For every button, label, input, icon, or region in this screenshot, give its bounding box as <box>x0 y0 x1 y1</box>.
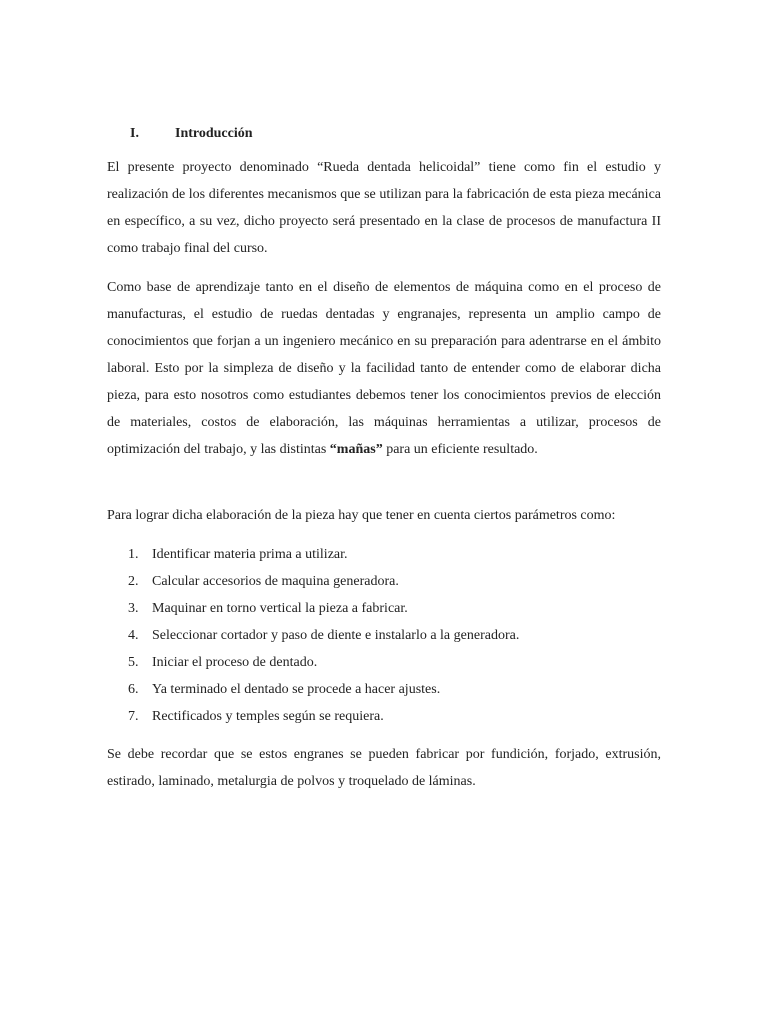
list-item <box>107 568 519 595</box>
paragraph-methods: Se debe recordar que se estos engranes se pueden fabricar por fundición, forjado, extrusión, estirado, laminado, metalurgia de polvos y troquelado de láminas. <box>107 747 661 789</box>
list-item-number: 3. <box>128 601 139 616</box>
paragraph-intro: El presente proyecto denominado “Rueda dentada helicoidal” tiene como fin el estudio y realización de los diferentes mecanismos que se utilizan para la fabricación de esta pieza mecánica en específico, a su vez, dicho proyecto será presentado en la clase de procesos de manufactura II como trabajo final del curso. <box>107 160 661 256</box>
list-item <box>107 595 519 622</box>
list-item-text: Iniciar el proceso de dentado. <box>152 655 318 670</box>
list-item-text: Identificar materia prima a utilizar. <box>152 547 348 562</box>
paragraph-context-end: para un eficiente resultado. <box>382 442 538 457</box>
section-heading <box>130 125 253 143</box>
paragraph-context <box>107 274 661 463</box>
list-item <box>107 622 519 649</box>
section-number: I. <box>130 126 139 141</box>
list-item-text: Calcular accesorios de maquina generadora. <box>152 574 399 589</box>
list-item-text: Rectificados y temples según se requiera. <box>152 709 384 724</box>
steps-list <box>107 541 519 730</box>
section-title: Introducción <box>175 126 253 141</box>
list-item-number: 2. <box>128 574 139 589</box>
list-item-number: 5. <box>128 655 139 670</box>
emphasis-manas: “mañas” <box>329 442 383 457</box>
list-item-number: 1. <box>128 547 139 562</box>
list-item-text: Maquinar en torno vertical la pieza a fabricar. <box>152 601 408 616</box>
list-item-number: 7. <box>128 709 139 724</box>
list-item-number: 6. <box>128 682 139 697</box>
list-item-number: 4. <box>128 628 139 643</box>
list-item <box>107 676 519 703</box>
list-item <box>107 703 519 730</box>
paragraph-parameters: Para lograr dicha elaboración de la pieza hay que tener en cuenta ciertos parámetros como: <box>107 508 616 523</box>
paragraph-context-text: Como base de aprendizaje tanto en el diseño de elementos de máquina como en el proceso de manufacturas, el estudio de ruedas dentadas y engranajes, representa un amplio campo de conocimientos que forjan a un ingeniero mecánico en su preparación para adentrarse en el ámbito laboral. Esto por la simpleza de diseño y la facilidad tanto de entender como de elaborar dicha pieza, para esto nosotros como estudiantes debemos tener los conocimientos previos de elección de materiales, costos de elaboración, las máquinas herramientas a utilizar, procesos de optimización del trabajo, y las distintas <box>107 280 661 457</box>
list-item-text: Seleccionar cortador y paso de diente e instalarlo a la generadora. <box>152 628 520 643</box>
list-item <box>107 649 519 676</box>
list-item <box>107 541 519 568</box>
list-item-text: Ya terminado el dentado se procede a hacer ajustes. <box>152 682 441 697</box>
